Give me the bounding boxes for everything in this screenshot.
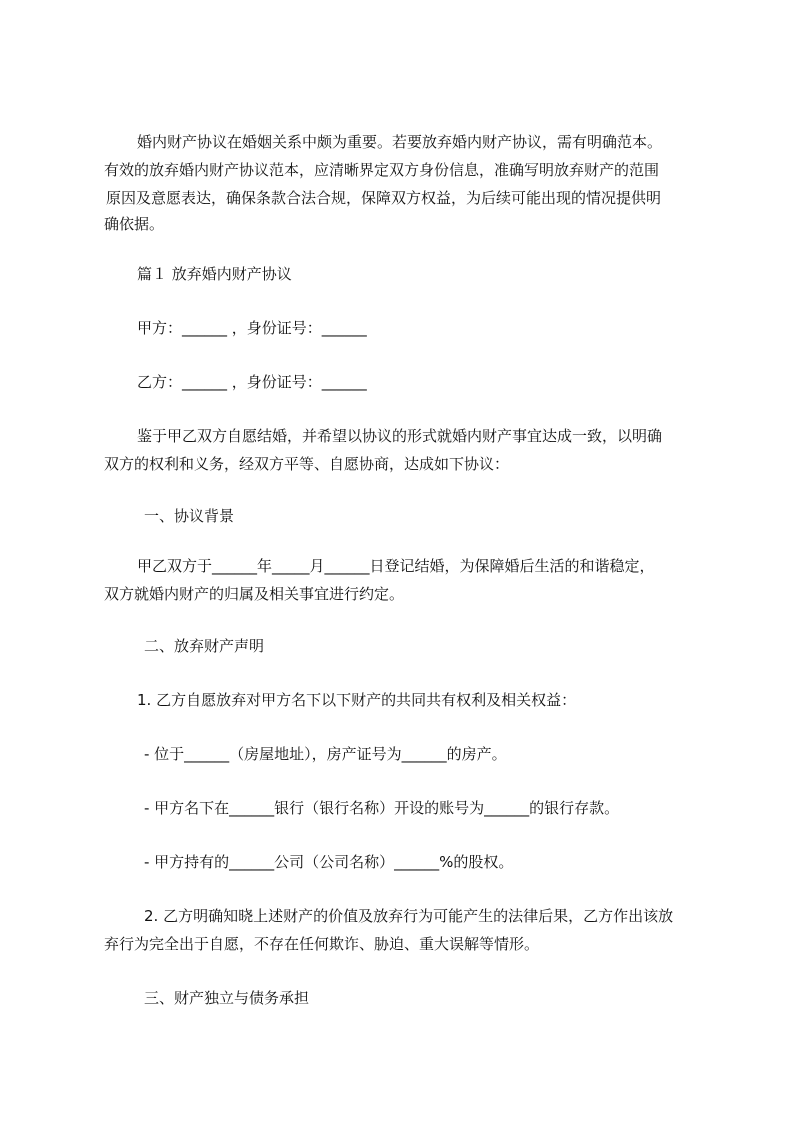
- section-2-bullet-2: - 甲方名下在______银行（银行名称）开设的账号为______的银行存款。: [144, 799, 620, 817]
- section-2-bullet-1: - 位于______（房屋地址），房产证号为______的房产。: [144, 745, 507, 763]
- party-b-line: 乙方：______ ，身份证号：______: [137, 373, 367, 391]
- intro-line-1: 婚内财产协议在婚姻关系中颇为重要。若要放弃婚内财产协议，需有明确范本。: [137, 133, 663, 151]
- section-2-item-1: 1. 乙方自愿放弃对甲方名下以下财产的共同共有权利及相关权益：: [137, 691, 577, 709]
- section-3-heading: 三、财产独立与债务承担: [144, 989, 310, 1007]
- section-2-bullet-3: - 甲方持有的______公司（公司名称）______%的股权。: [144, 853, 514, 871]
- section-1-heading: 一、协议背景: [144, 507, 235, 525]
- section-2-heading: 二、放弃财产声明: [144, 637, 265, 655]
- section-1-line-2: 双方就婚内财产的归属及相关事宜进行约定。: [104, 585, 405, 603]
- intro-line-2: 有效的放弃婚内财产协议范本，应清晰界定双方身份信息，准确写明放弃财产的范围: [104, 161, 660, 179]
- agreement-title: 篇１ 放弃婚内财产协议: [137, 265, 292, 283]
- section-1-line-1: 甲乙双方于______年_____月______日登记结婚，为保障婚后生活的和谐稳定，: [137, 557, 655, 575]
- preamble-line-1: 鉴于甲乙双方自愿结婚，并希望以协议的形式就婚内财产事宜达成一致，以明确: [137, 427, 663, 445]
- intro-line-4: 确依据。: [104, 215, 165, 233]
- intro-line-3: 原因及意愿表达，确保条款合法合规，保障双方权益，为后续可能出现的情况提供明: [106, 189, 662, 207]
- section-2-item-2-line-1: 2. 乙方明确知晓上述财产的价值及放弃行为可能产生的法律后果，乙方作出该放: [144, 907, 674, 925]
- party-a-line: 甲方：______ ，身份证号：______: [137, 319, 367, 337]
- preamble-line-2: 双方的权利和义务，经双方平等、自愿协商，达成如下协议：: [104, 455, 510, 473]
- section-2-item-2-line-2: 弃行为完全出于自愿，不存在任何欺诈、胁迫、重大误解等情形。: [104, 935, 540, 953]
